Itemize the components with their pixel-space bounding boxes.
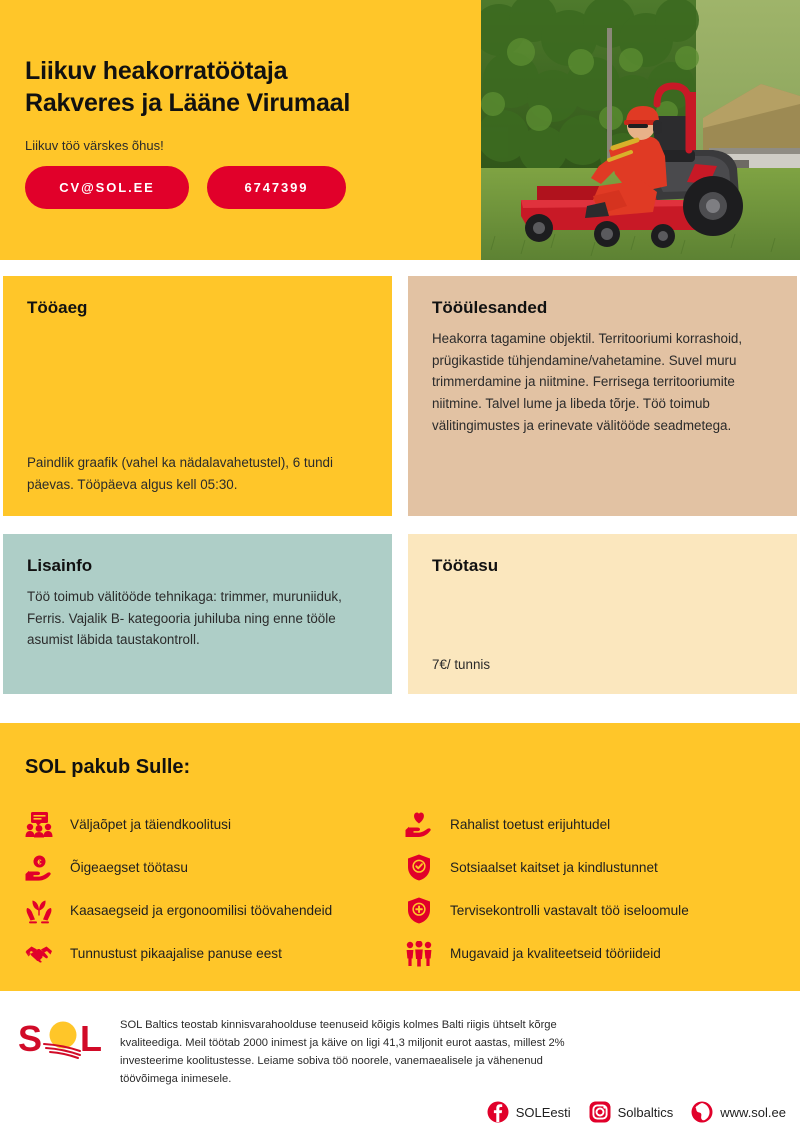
social-website[interactable] xyxy=(691,1101,786,1123)
benefits-heading: SOL pakub Sulle: xyxy=(25,756,191,778)
card-tootasu xyxy=(408,534,797,694)
globe-icon xyxy=(691,1101,713,1123)
card-tooaeg-body: Paindlik graafik (vahel ka nädalavahetustel), 6 tundi päevas. Tööpäeva algus kell 05:30. xyxy=(27,455,333,492)
card-tooulesanded-title: Tööülesanded xyxy=(432,298,548,317)
benefit-label: Sotsiaalset kaitset ja kindlustunnet xyxy=(450,860,658,875)
hand-euro-icon xyxy=(22,853,56,883)
hand-heart-icon xyxy=(402,810,436,840)
training-icon xyxy=(22,810,56,840)
benefit-label: Väljaõpet ja täiendkoolitusi xyxy=(70,817,231,832)
card-tootasu-body: 7€/ tunnis xyxy=(432,657,491,672)
card-tooulesanded-body: Heakorra tagamine objektil. Territooriumi korrashoid, prügikastide tühjendamine/vahetamine. Suvel muru trimmerdamine ja niitmine. Ferrisega territooriumite niitmine. Talvel lume ja libeda tõrje. Töö toimub välitingimustes ja erinevate välitööde seadmetega. xyxy=(432,331,743,433)
card-tooaeg-title: Tööaeg xyxy=(27,298,88,317)
social-facebook[interactable] xyxy=(487,1101,571,1123)
hero-section xyxy=(0,0,800,260)
social-instagram-label: Solbaltics xyxy=(617,1104,674,1120)
facebook-icon xyxy=(487,1101,509,1123)
benefit-item xyxy=(402,803,782,846)
sol-logo-mark xyxy=(18,1018,110,1060)
svg-text:€: € xyxy=(37,857,42,867)
sol-logo xyxy=(18,1018,110,1060)
card-lisainfo xyxy=(3,534,392,694)
benefit-item xyxy=(22,889,402,932)
benefit-item xyxy=(402,846,782,889)
benefit-label: Mugavaid ja kvaliteetseid tööriideid xyxy=(450,946,661,961)
mower-photo-illustration xyxy=(481,0,800,260)
social-bar xyxy=(487,1101,786,1123)
page-title xyxy=(25,55,455,119)
benefits-grid xyxy=(22,803,782,975)
shield-plus-icon xyxy=(402,896,436,926)
benefit-label: Kaasaegseid ja ergonoomilisi töövahendeid xyxy=(70,903,333,918)
phone-button[interactable]: 6747399 xyxy=(207,166,346,209)
people-group-icon xyxy=(402,939,436,969)
footer-section xyxy=(0,991,800,1147)
shield-check-icon xyxy=(402,853,436,883)
card-tooulesanded xyxy=(408,276,797,516)
benefit-item xyxy=(22,803,402,846)
instagram-icon xyxy=(589,1101,611,1123)
hero-button-row xyxy=(25,166,346,209)
svg-text:L: L xyxy=(80,1018,102,1059)
svg-text:S: S xyxy=(18,1018,43,1059)
hero-subtitle: Liikuv töö värskes õhus! xyxy=(25,138,164,153)
benefit-label: Rahalist toetust erijuhtudel xyxy=(450,817,611,832)
card-tooaeg xyxy=(3,276,392,516)
card-tootasu-title: Töötasu xyxy=(432,556,499,575)
card-lisainfo-body: Töö toimub välitööde tehnikaga: trimmer, muruniiduk, Ferris. Vajalik B- kategooria juhiluba ning enne tööle asumist läbida taustakontroll. xyxy=(27,589,342,648)
social-facebook-label: SOLEesti xyxy=(515,1104,571,1120)
benefit-label: Tervisekontrolli vastavalt töö iseloomule xyxy=(450,903,689,918)
hero-photo xyxy=(481,0,800,260)
page-title-line2: Rakveres ja Lääne Virumaal xyxy=(25,89,351,117)
benefit-item xyxy=(402,932,782,975)
social-instagram[interactable] xyxy=(589,1101,674,1123)
social-website-label: www.sol.ee xyxy=(720,1104,786,1120)
hands-leaf-icon xyxy=(22,896,56,926)
benefit-label: Tunnustust pikaajalise panuse eest xyxy=(70,946,282,961)
email-button[interactable]: CV@SOL.EE xyxy=(25,166,189,209)
company-description: SOL Baltics teostab kinnisvarahoolduse teenuseid kõigis kolmes Balti riigis ühtselt kõrge kvaliteediga. Meil töötab 2000 inimest ja käive on ligi 41,3 miljonit eurot aastas, millest 2% investeerime koolitustesse. Leiame sobiva töö noorele, vanemaealisele ja vähenenud töövõimega inimesele. xyxy=(120,1019,565,1086)
handshake-icon xyxy=(22,939,56,969)
hero-left-panel xyxy=(0,0,481,260)
benefit-label: Õigeaegset töötasu xyxy=(70,860,188,875)
card-lisainfo-title: Lisainfo xyxy=(27,556,93,575)
benefit-item xyxy=(402,889,782,932)
page-title-line1: Liikuv heakorratöötaja xyxy=(25,57,288,85)
benefit-item xyxy=(22,932,402,975)
benefits-section xyxy=(0,723,800,991)
benefit-item xyxy=(22,846,402,889)
